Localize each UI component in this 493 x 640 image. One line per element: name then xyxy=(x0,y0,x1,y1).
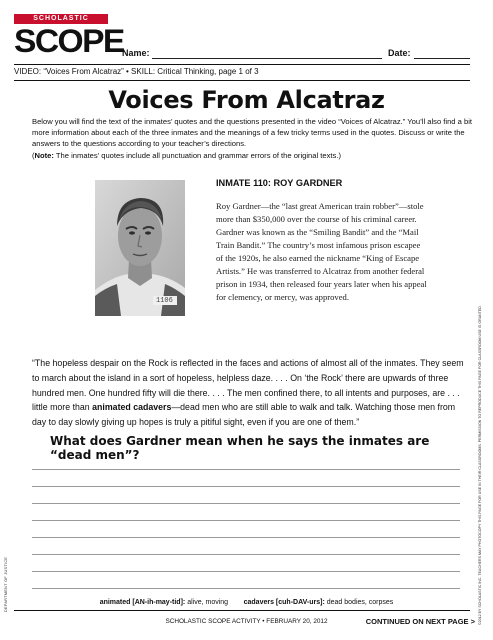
continued-next-page: CONTINUED ON NEXT PAGE > xyxy=(365,617,475,626)
glossary-def-1: alive, moving xyxy=(187,599,229,606)
glossary-def-2: dead bodies, corpses xyxy=(326,599,394,606)
answer-line-4[interactable] xyxy=(32,520,460,521)
quote-bold-term: animated cadavers xyxy=(92,402,172,413)
answer-line-7[interactable] xyxy=(32,571,460,572)
header-rule xyxy=(14,64,470,65)
answer-line-8[interactable] xyxy=(32,588,460,589)
answer-line-1[interactable] xyxy=(32,469,460,470)
intro-text: Below you will find the text of the inmates’ quotes and the questions presented in the video “Voices of Alcatraz.” You’ll also find a bit more information about each of the three inmates and the meanings of a few tricky terms used in the quotes. Discuss or write the answers to the questions according to your teacher’s directions. xyxy=(32,117,472,149)
quote-part-1: “The hopeless despair on the Rock is reflected in the faces and actions of almost all of the inmates. They seem to march about the island in a sort of hopeless, helpless daze. . . . On ‘the Rock’ there are upwards of three hundred men. One hundred fifty will die there. . . . The men confined there, to all intents and purposes, are . . . little more than xyxy=(32,358,464,413)
note-text: The inmates’ quotes include all punctuation and grammar errors of the original texts.) xyxy=(55,150,341,160)
brand-logo: SCOPE xyxy=(14,23,124,59)
question-prompt: What does Gardner mean when he says the inmates are “dead men”? xyxy=(50,434,430,462)
inmate-heading: INMATE 110: ROY GARDNER xyxy=(216,178,343,188)
glossary-term-2: cadavers [cuh-DAV-urs]: xyxy=(243,599,325,606)
page-title: Voices From Alcatraz xyxy=(108,86,385,114)
date-field[interactable] xyxy=(414,58,470,59)
note-label: Note: xyxy=(34,150,54,160)
intro-paragraph xyxy=(32,116,472,161)
name-label: Name: xyxy=(122,48,150,58)
video-skill-line: VIDEO: “Voices From Alcatraz” • SKILL: Critical Thinking, page 1 of 3 xyxy=(14,67,259,76)
date-label: Date: xyxy=(388,48,411,58)
glossary-term-1: animated [AN-ih-may-tid]: xyxy=(99,599,186,606)
inmate-number-plate: 1106 xyxy=(156,297,173,305)
inmate-photo xyxy=(95,180,185,316)
copyright-side-text: ©2012 BY SCHOLASTIC INC. TEACHERS MAY PHOTOCOPY THIS PAGE FOR USE IN THEIR CLASSROOMS. PERMISSION TO REPRODUCE THIS PAGE FOR CLASSROOM USE IS GRANTED. xyxy=(478,305,482,625)
answer-line-6[interactable] xyxy=(32,554,460,555)
inmate-quote xyxy=(32,356,464,430)
name-field[interactable] xyxy=(152,58,382,59)
note-open: ( xyxy=(32,150,35,160)
brand-label: SCHOLASTIC xyxy=(14,14,108,24)
quote-part-2: —dead men who are still able to walk and talk. Watching those men from day to day slowly giving up hopes is truly a pitiful sight, even if you are one of them.” xyxy=(32,402,456,428)
answer-line-5[interactable] xyxy=(32,537,460,538)
footer-rule xyxy=(14,610,470,611)
inmate-bio: Roy Gardner—the “last great American train robber”—stole more than $350,000 over the course of his criminal career. Gardner was known as the “Smiling Bandit” and the “Mail Train Bandit.” The country’s most infamous prison escapee of the 1920s, he also earned the nickname “King of Escape Artists.” He was transferred to Alcatraz from another federal prison in 1934, then released four years later when his appeal for clemency, or mercy, was approved. xyxy=(216,201,427,302)
subtitle-rule xyxy=(14,80,470,81)
answer-line-2[interactable] xyxy=(32,486,460,487)
glossary xyxy=(0,599,493,606)
answer-line-3[interactable] xyxy=(32,503,460,504)
photo-credit-side-text: DEPARTMENT OF JUSTICE xyxy=(4,556,8,612)
footer-issue-line: SCHOLASTIC SCOPE ACTIVITY • FEBRUARY 20, 2012 xyxy=(165,618,328,625)
